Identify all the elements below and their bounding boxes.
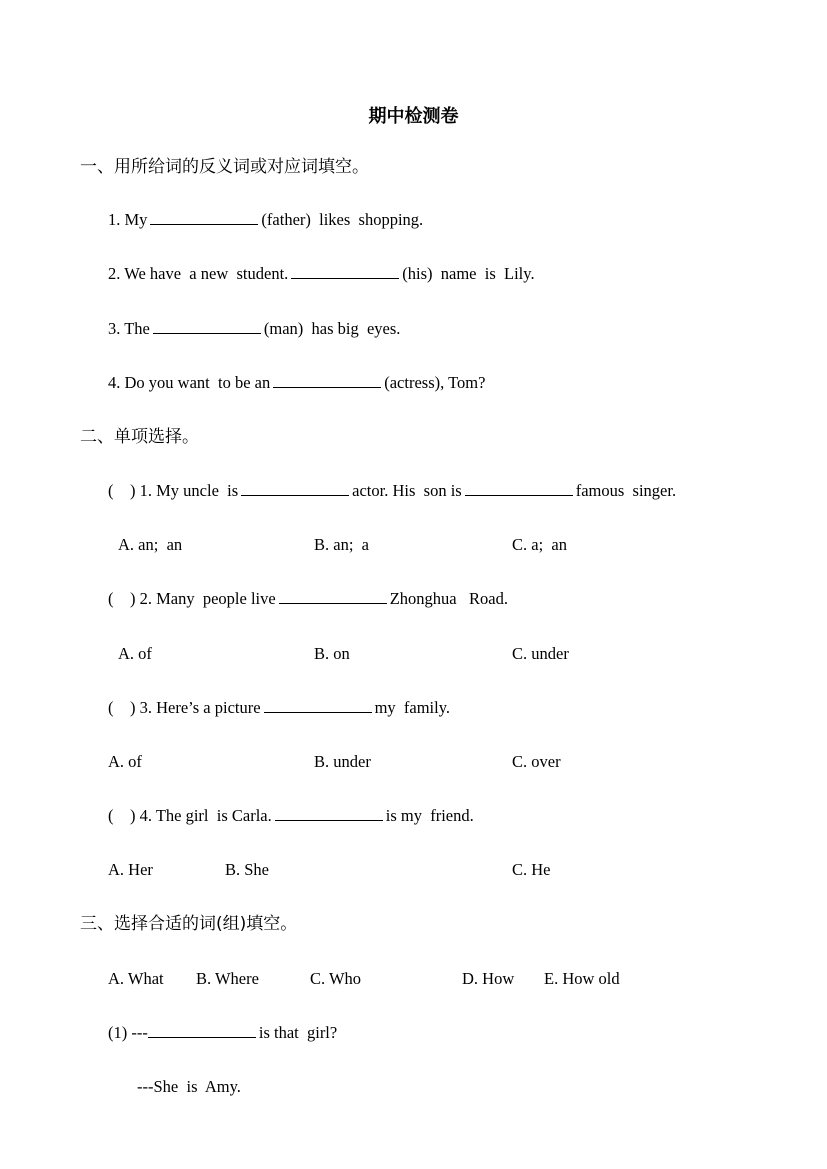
option-a[interactable]: A. of	[118, 644, 152, 663]
section-heading-3: 三、选择合适的词(组)填空。	[80, 914, 298, 934]
answer-line: ---She is Amy.	[137, 1077, 241, 1096]
section-heading-2: 二、单项选择。	[80, 427, 199, 447]
question-text: Zhonghua Road.	[389, 589, 508, 608]
option-c[interactable]: C. a; an	[512, 535, 567, 554]
answer-blank[interactable]	[148, 1023, 256, 1038]
question-text: (1) ---	[108, 1023, 148, 1042]
option-b[interactable]: B. an; a	[314, 535, 369, 554]
question-text: 4. Do you want to be an	[108, 373, 271, 392]
question-text: ( ) 4. The girl is Carla.	[108, 806, 272, 825]
option-b[interactable]: B. under	[314, 752, 371, 771]
question-1-2	[108, 264, 535, 284]
page-title: 期中检测卷	[368, 106, 459, 127]
question-text: actor. His son is	[352, 481, 462, 500]
question-text: 2. We have a new student.	[108, 264, 289, 283]
question-text: ( ) 2. Many people live	[108, 589, 276, 608]
answer-blank[interactable]	[291, 264, 399, 279]
question-2-1	[108, 481, 676, 501]
answer-blank[interactable]	[279, 589, 387, 604]
word-option-a: A. What	[108, 969, 164, 988]
answer-blank[interactable]	[264, 698, 372, 713]
question-text: ( ) 3. Here’s a picture	[108, 698, 261, 717]
word-option-c: C. Who	[310, 969, 362, 988]
option-a[interactable]: A. Her	[108, 860, 153, 879]
question-3-1	[108, 1023, 337, 1043]
answer-blank[interactable]	[465, 481, 573, 496]
question-text: is that girl?	[258, 1023, 338, 1042]
question-2-2	[108, 589, 508, 609]
option-a[interactable]: A. of	[108, 752, 142, 771]
question-1-3	[108, 319, 400, 339]
answer-blank[interactable]	[273, 373, 381, 388]
word-option-e: E. How old	[544, 969, 620, 988]
question-text: (actress), Tom?	[384, 373, 486, 392]
question-text: 1. My	[108, 210, 148, 229]
word-option-b: B. Where	[196, 969, 259, 988]
question-text: famous singer.	[575, 481, 677, 500]
option-a[interactable]: A. an; an	[118, 535, 183, 554]
option-b[interactable]: B. on	[314, 644, 350, 663]
question-text: 3. The	[108, 319, 150, 338]
answer-blank[interactable]	[241, 481, 349, 496]
answer-blank[interactable]	[153, 319, 261, 334]
option-c[interactable]: C. over	[512, 752, 561, 771]
question-text: (his) name is Lily.	[402, 264, 535, 283]
question-2-3	[108, 698, 450, 718]
question-1-4	[108, 373, 485, 393]
answer-blank[interactable]	[150, 210, 258, 225]
option-c[interactable]: C. He	[512, 860, 551, 879]
question-text: is my friend.	[385, 806, 474, 825]
question-text: my family.	[374, 698, 451, 717]
option-b[interactable]: B. She	[225, 860, 270, 879]
option-c[interactable]: C. under	[512, 644, 569, 663]
question-text: (father) likes shopping.	[261, 210, 424, 229]
question-1-1	[108, 210, 423, 230]
answer-blank[interactable]	[275, 806, 383, 821]
question-text: (man) has big eyes.	[263, 319, 401, 338]
question-2-4	[108, 806, 474, 826]
question-text: ( ) 1. My uncle is	[108, 481, 239, 500]
section-heading-1: 一、用所给词的反义词或对应词填空。	[80, 157, 369, 177]
word-option-d: D. How	[462, 969, 515, 988]
